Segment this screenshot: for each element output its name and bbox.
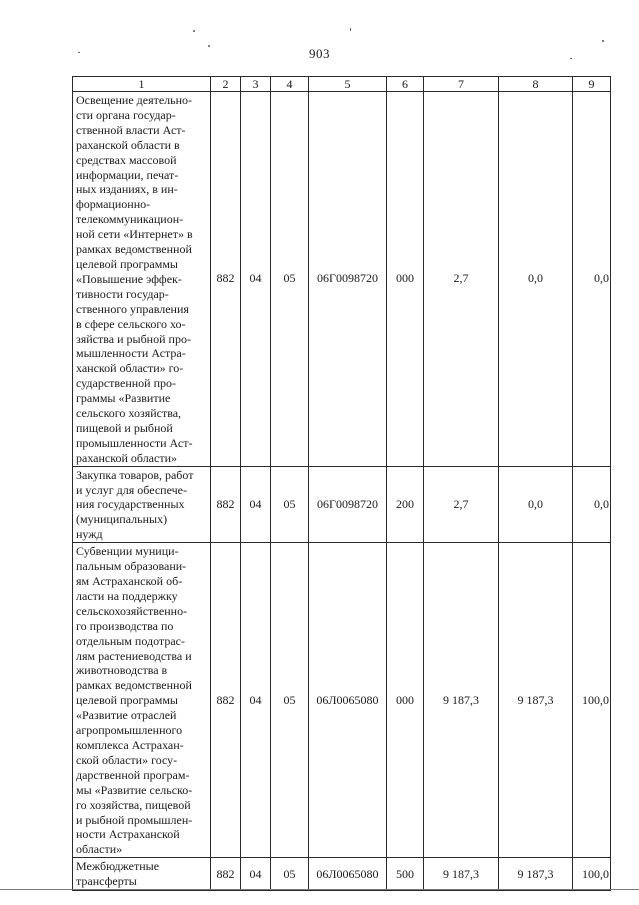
description-line: промышленности Аст-: [76, 435, 193, 450]
row-description: [73, 543, 211, 858]
description-line: го производства по: [76, 618, 174, 633]
header-cell: 4: [271, 77, 309, 92]
description-line: граммы «Развитие: [76, 391, 171, 406]
cell-target-article: 06Л0065080: [309, 543, 387, 858]
row-description: [73, 466, 211, 543]
cell-subsection: 05: [271, 92, 309, 467]
cell-subsection: 05: [271, 466, 309, 543]
scan-speck: [78, 52, 80, 53]
cell-planned: 9 187,3: [424, 858, 499, 891]
description-line: агропромышленного: [76, 723, 183, 738]
description-line: ственного управления: [76, 301, 189, 316]
cell-section: 04: [241, 543, 271, 858]
table-row: [73, 858, 611, 891]
description-line: сельского хозяйства,: [76, 406, 182, 421]
header-cell: 7: [424, 77, 499, 92]
cell-planned: 9 187,3: [424, 543, 499, 858]
cell-target-article: 06Г0098720: [309, 92, 387, 467]
description-line: (муниципальных): [76, 512, 168, 527]
description-line: ханской области» го-: [76, 361, 184, 376]
description-line: ных изданиях, в ин-: [76, 182, 178, 197]
scan-speck: [208, 45, 210, 47]
description-line: и услуг для обеспече-: [76, 482, 187, 497]
description-line: ности Астраханской: [76, 827, 180, 842]
scan-speck: [570, 58, 572, 59]
description-line: Освещение деятельно-: [76, 93, 193, 107]
description-line: лям растениеводства и: [76, 648, 192, 663]
cell-ministry-code: 882: [211, 466, 241, 543]
table-row: [73, 92, 611, 467]
cell-expense-type: 200: [387, 466, 424, 543]
description-line: формационно-: [76, 197, 151, 212]
header-cell: 8: [499, 77, 573, 92]
description-line: Межбюджетные: [76, 859, 160, 874]
cell-expense-type: 000: [387, 543, 424, 858]
header-cell: 1: [73, 77, 211, 92]
description-line: ласти на поддержку: [76, 588, 178, 603]
description-line: мы «Развитие сельско-: [76, 782, 193, 797]
description-line: рамках ведомственной: [76, 242, 192, 257]
description-line: пальным образовани-: [76, 559, 187, 574]
row-description: [73, 858, 211, 891]
cell-percent: 100,0: [573, 858, 611, 891]
description-line: трансферты: [76, 874, 137, 889]
cell-executed: 0,0: [499, 466, 573, 543]
description-line: информации, печат-: [76, 167, 179, 182]
cell-planned: 2,7: [424, 466, 499, 543]
header-cell: 9: [573, 77, 611, 92]
description-line: телекоммуникацион-: [76, 212, 184, 227]
cell-section: 04: [241, 92, 271, 467]
description-line: животноводства в: [76, 663, 168, 678]
header-cell: 6: [387, 77, 424, 92]
description-line: области»: [76, 842, 123, 857]
description-line: пищевой и рыбной: [76, 420, 173, 435]
description-line: ской области» госу-: [76, 752, 178, 767]
table-row: [73, 466, 611, 543]
description-line: целевой программы: [76, 256, 178, 271]
cell-subsection: 05: [271, 858, 309, 891]
cell-percent: 0,0: [573, 466, 611, 543]
description-line: отдельным подотрас-: [76, 633, 185, 648]
description-line: комплекса Астрахан-: [76, 737, 184, 752]
cell-expense-type: 500: [387, 858, 424, 891]
description-line: нужд: [76, 527, 103, 542]
description-line: целевой программы: [76, 693, 178, 708]
cell-ministry-code: 882: [211, 858, 241, 891]
cell-ministry-code: 882: [211, 543, 241, 858]
cell-ministry-code: 882: [211, 92, 241, 467]
description-line: раханской области»: [76, 450, 177, 465]
page-number: 903: [309, 46, 330, 61]
header-cell: 5: [309, 77, 387, 92]
description-line: тивности государ-: [76, 286, 169, 301]
header-cell: 2: [211, 77, 241, 92]
cell-executed: 9 187,3: [499, 543, 573, 858]
cell-percent: 0,0: [573, 92, 611, 467]
description-line: в сфере сельского хо-: [76, 316, 186, 331]
cell-expense-type: 000: [387, 92, 424, 467]
scan-edge-line: [0, 889, 639, 890]
row-description: [73, 92, 211, 467]
cell-executed: 9 187,3: [499, 858, 573, 891]
description-line: дарственной програм-: [76, 767, 190, 782]
cell-section: 04: [241, 466, 271, 543]
description-line: ния государственных: [76, 497, 185, 512]
scan-speck: [193, 30, 195, 32]
description-line: ной сети «Интернет» в: [76, 227, 193, 242]
description-line: и рыбной промышлен-: [76, 812, 193, 827]
cell-executed: 0,0: [499, 92, 573, 467]
description-line: сельскохозяйственно-: [76, 603, 188, 618]
description-line: Закупка товаров, работ: [76, 467, 194, 482]
description-line: сударственной про-: [76, 376, 177, 391]
description-line: го хозяйства, пищевой: [76, 797, 191, 812]
table-row: [73, 543, 611, 858]
budget-table: [72, 76, 611, 891]
description-line: средствах массовой: [76, 152, 177, 167]
scan-speck: [602, 40, 604, 42]
description-line: раханской области в: [76, 137, 180, 152]
description-line: «Повышение эффек-: [76, 271, 182, 286]
description-line: рамках ведомственной: [76, 678, 192, 693]
cell-target-article: 06Л0065080: [309, 858, 387, 891]
cell-section: 04: [241, 858, 271, 891]
description-line: зяйства и рыбной про-: [76, 331, 191, 346]
description-line: мышленности Астра-: [76, 346, 186, 361]
description-line: Субвенции муници-: [76, 544, 179, 559]
cell-target-article: 06Г0098720: [309, 466, 387, 543]
cell-subsection: 05: [271, 543, 309, 858]
description-line: «Развитие отраслей: [76, 708, 177, 723]
description-line: ям Астраханской об-: [76, 574, 183, 588]
cell-planned: 2,7: [424, 92, 499, 467]
scan-speck: [350, 28, 351, 31]
cell-percent: 100,0: [573, 543, 611, 858]
header-cell: 3: [241, 77, 271, 92]
description-line: сти органа государ-: [76, 107, 176, 122]
description-line: ственной власти Аст-: [76, 122, 186, 137]
header-row: [73, 77, 611, 92]
